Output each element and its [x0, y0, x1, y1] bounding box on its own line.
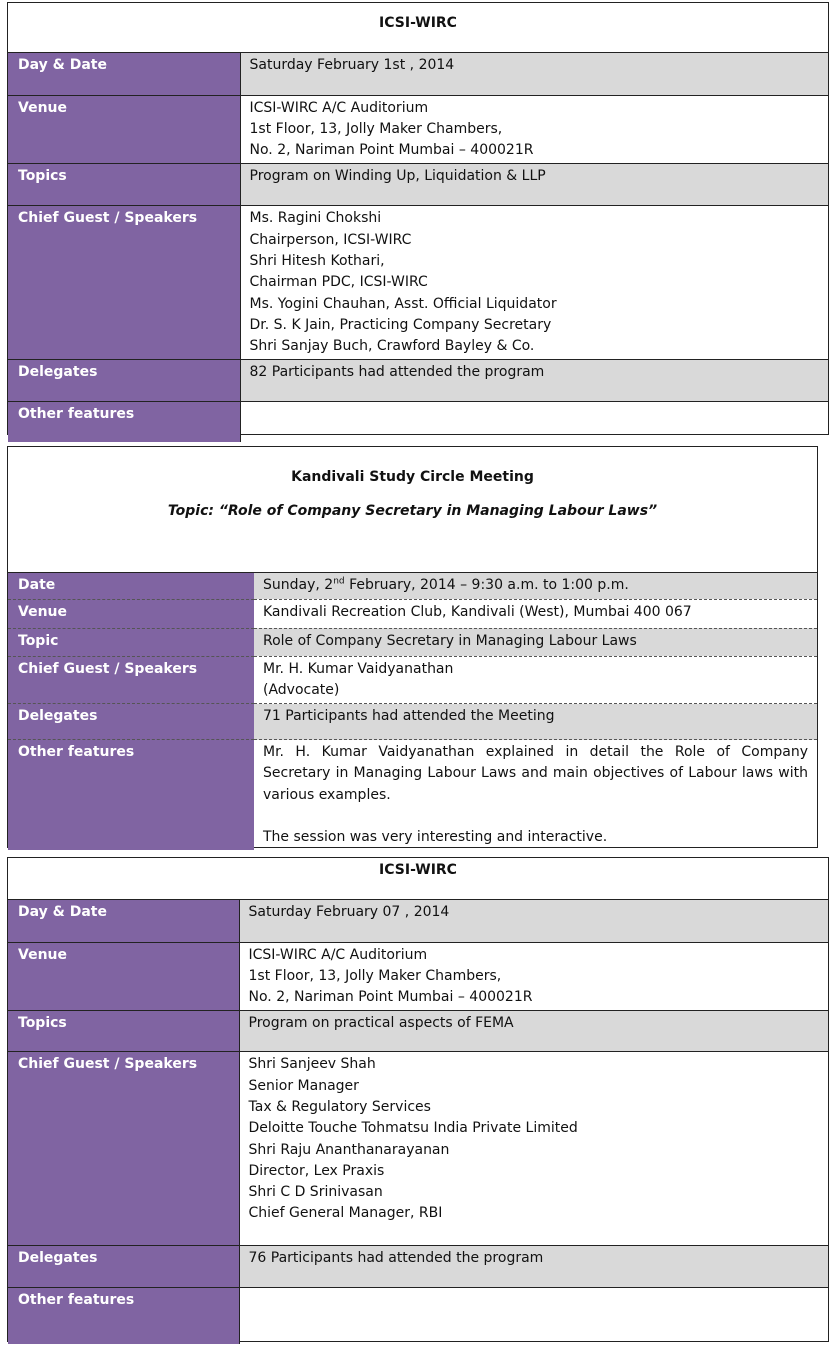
- date-text: Sunday, 2nd February, 2014 – 9:30 a.m. to 1:00 p.m.: [263, 576, 629, 593]
- row-value: [240, 95, 828, 164]
- row-venue: [8, 95, 828, 164]
- meeting-details-table: [8, 573, 817, 850]
- row-value: [240, 360, 828, 402]
- line: Shri Raju Ananthanarayanan: [248, 1141, 450, 1158]
- row-label: Chief Guest / Speakers: [8, 206, 240, 360]
- meeting-title: Kandivali Study Circle Meeting: [291, 469, 534, 485]
- line: Chairman PDC, ICSI-WIRC: [249, 274, 428, 291]
- other-paragraph: Mr. H. Kumar Vaidyanathan explained in detail the Role of Company Secretary in Managing Labour Laws and main objectives of Labour laws with various examples.: [263, 744, 808, 803]
- line: Program on Winding Up, Liquidation & LLP: [249, 168, 546, 185]
- row-value: [239, 1011, 828, 1052]
- row-venue: [8, 942, 828, 1011]
- row-label: Chief Guest / Speakers: [8, 1052, 239, 1246]
- row-label: Delegates: [8, 704, 254, 740]
- line: Ms. Ragini Chokshi: [249, 210, 382, 227]
- row-value: [239, 1246, 828, 1288]
- line: 71 Participants had attended the Meeting: [263, 708, 555, 725]
- line: 1st Floor, 13, Jolly Maker Chambers,: [248, 967, 502, 984]
- event-details-table: [8, 53, 828, 442]
- line: 82 Participants had attended the program: [249, 364, 545, 381]
- row-label: Other features: [8, 1288, 239, 1344]
- line: 1st Floor, 13, Jolly Maker Chambers,: [249, 120, 503, 137]
- row-value: [239, 900, 828, 942]
- line: Role of Company Secretary in Managing Labour Laws: [263, 632, 637, 649]
- row-delegates: [8, 1246, 828, 1288]
- line: ICSI-WIRC A/C Auditorium: [248, 946, 428, 963]
- line: Saturday February 1st , 2014: [249, 57, 455, 73]
- event-table-3: [7, 857, 829, 1342]
- row-value: [254, 656, 817, 704]
- line: Shri Sanjay Buch, Crawford Bayley & Co.: [249, 338, 535, 355]
- row-value: [254, 573, 817, 599]
- row-value: [239, 1288, 828, 1344]
- row-date: [8, 573, 817, 599]
- line: Saturday February 07 , 2014: [248, 904, 450, 920]
- event-table-1: [7, 2, 829, 435]
- row-speakers: [8, 656, 817, 704]
- line: (Advocate): [263, 681, 340, 698]
- line: Shri C D Srinivasan: [248, 1184, 383, 1201]
- line: No. 2, Nariman Point Mumbai – 400021R: [248, 989, 533, 1006]
- row-label: Venue: [8, 599, 254, 628]
- line: 76 Participants had attended the program: [248, 1250, 544, 1267]
- row-label: Topics: [8, 164, 240, 206]
- line: Kandivali Recreation Club, Kandivali (West), Mumbai 400 067: [263, 603, 692, 620]
- row-label: Day & Date: [8, 53, 240, 95]
- row-value: [239, 942, 828, 1011]
- row-label: Topics: [8, 1011, 239, 1052]
- row-other-features: [8, 402, 828, 442]
- row-label: Venue: [8, 942, 239, 1011]
- row-label: Other features: [8, 740, 254, 851]
- line: Senior Manager: [248, 1077, 359, 1094]
- row-day-date: [8, 900, 828, 942]
- row-label: Other features: [8, 402, 240, 442]
- line: Director, Lex Praxis: [248, 1162, 385, 1179]
- row-topics: [8, 164, 828, 206]
- row-label: Chief Guest / Speakers: [8, 656, 254, 704]
- row-value: [254, 740, 817, 851]
- row-value: [254, 704, 817, 740]
- line: Deloitte Touche Tohmatsu India Private Limited: [248, 1120, 578, 1137]
- row-value: [240, 402, 828, 442]
- line: ICSI-WIRC A/C Auditorium: [249, 99, 429, 116]
- row-other-features: [8, 740, 817, 851]
- line: Tax & Regulatory Services: [248, 1098, 431, 1115]
- row-delegates: [8, 360, 828, 402]
- line: No. 2, Nariman Point Mumbai – 400021R: [249, 142, 534, 159]
- row-value: [240, 53, 828, 95]
- line: Chief General Manager, RBI: [248, 1205, 443, 1222]
- row-delegates: [8, 704, 817, 740]
- row-label: Topic: [8, 628, 254, 656]
- row-other-features: [8, 1288, 828, 1344]
- row-label: Day & Date: [8, 900, 239, 942]
- row-venue: [8, 599, 817, 628]
- row-topics: [8, 1011, 828, 1052]
- row-value: [254, 599, 817, 628]
- other-paragraph: The session was very interesting and interactive.: [263, 828, 608, 845]
- row-topic: [8, 628, 817, 656]
- meeting-topic-heading: Topic: “Role of Company Secretary in Managing Labour Laws”: [167, 503, 658, 519]
- line: Ms. Yogini Chauhan, Asst. Official Liquidator: [249, 295, 557, 312]
- row-value: [239, 1052, 828, 1246]
- line: Shri Hitesh Kothari,: [249, 252, 385, 269]
- row-label: Delegates: [8, 1246, 239, 1288]
- row-value: [240, 206, 828, 360]
- event-details-table: [8, 900, 828, 1344]
- row-speakers: [8, 1052, 828, 1246]
- line: Chairperson, ICSI-WIRC: [249, 231, 412, 248]
- event-table-title: ICSI-WIRC: [8, 3, 828, 53]
- line: Shri Sanjeev Shah: [248, 1056, 376, 1073]
- meeting-header: [8, 447, 817, 573]
- row-value: [254, 628, 817, 656]
- row-label: Delegates: [8, 360, 240, 402]
- event-table-2: [7, 446, 818, 848]
- line: Dr. S. K Jain, Practicing Company Secretary: [249, 316, 552, 333]
- row-label: Date: [8, 573, 254, 599]
- row-day-date: [8, 53, 828, 95]
- row-label: Venue: [8, 95, 240, 164]
- row-value: [240, 164, 828, 206]
- row-speakers: [8, 206, 828, 360]
- event-table-title: ICSI-WIRC: [8, 858, 828, 900]
- line: Program on practical aspects of FEMA: [248, 1015, 514, 1032]
- line: Mr. H. Kumar Vaidyanathan: [263, 660, 454, 677]
